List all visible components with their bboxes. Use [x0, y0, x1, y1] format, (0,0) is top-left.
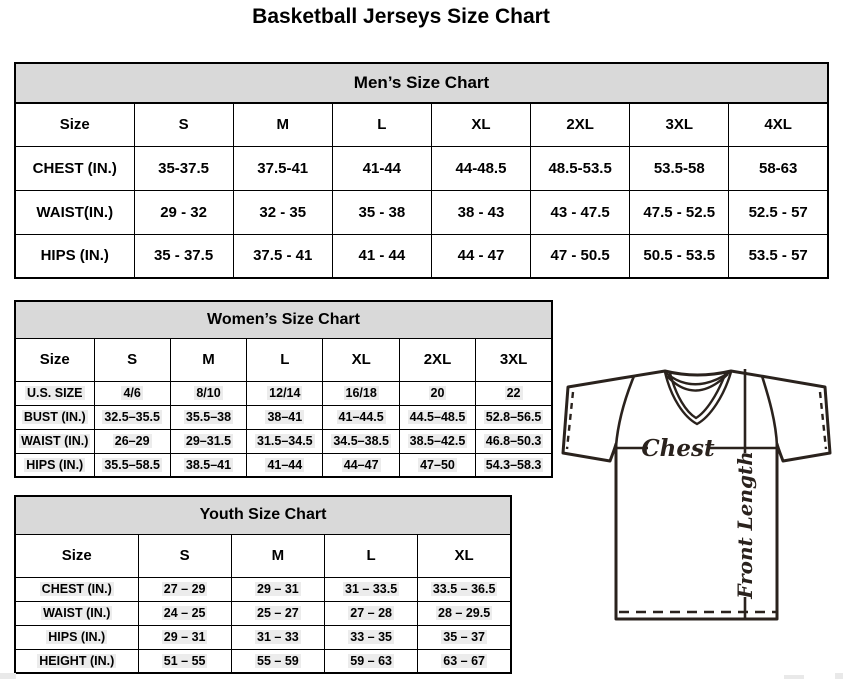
youth-col-header-4: XL: [418, 534, 511, 577]
womens-cell-1-0-text: 32.5–35.5: [104, 410, 160, 424]
womens-col-header-1: S: [94, 338, 170, 381]
mens-col-header-5: 2XL: [531, 103, 630, 146]
youth-row-label-2-text: HIPS (IN.): [48, 630, 106, 644]
womens-col-header-5: 2XL: [399, 338, 475, 381]
jersey-diagram: [556, 356, 840, 626]
womens-col-header-4: XL: [323, 338, 399, 381]
youth-cell-1-3-text: 28 – 29.5: [438, 606, 491, 620]
mens-col-header-0: Size: [15, 103, 134, 146]
womens-cell-1-2-text: 38–41: [267, 410, 303, 424]
womens-cell-0-3: [323, 381, 399, 405]
womens-cell-3-5-text: 54.3–58.3: [485, 457, 542, 472]
mens-cell-0-1: 37.5-41: [233, 146, 332, 190]
womens-cell-2-3: [323, 429, 399, 453]
womens-col-header-3: L: [247, 338, 323, 381]
youth-row-0: [15, 577, 511, 601]
womens-cell-0-1-text: 8/10: [196, 386, 221, 400]
womens-col-header-2: M: [170, 338, 246, 381]
womens-cell-2-3-text: 34.5–38.5: [333, 434, 389, 448]
youth-cell-1-2: [325, 601, 418, 625]
youth-section-header: Youth Size Chart: [15, 496, 511, 534]
womens-cell-1-5: [476, 405, 552, 429]
womens-cell-1-3: [323, 405, 399, 429]
womens-cell-0-5: [476, 381, 552, 405]
womens-cell-0-4: [399, 381, 475, 405]
youth-cell-3-0: [138, 649, 231, 673]
womens-col-header-0: Size: [15, 338, 94, 381]
chest-label: Chest: [641, 435, 715, 462]
mens-cell-1-0: 29 - 32: [134, 190, 233, 234]
youth-col-header-2: M: [231, 534, 324, 577]
womens-cell-0-0-text: 4/6: [123, 386, 141, 400]
mens-cell-2-5: 50.5 - 53.5: [630, 234, 729, 278]
womens-cell-3-0-text: 35.5–58.5: [104, 457, 160, 472]
youth-cell-3-2-text: 59 – 63: [350, 653, 392, 668]
youth-cell-3-3-text: 63 – 67: [443, 653, 485, 668]
mens-cell-2-3: 44 - 47: [431, 234, 530, 278]
youth-row-label-0-text: CHEST (IN.): [41, 582, 112, 596]
mens-size-table: [14, 62, 829, 279]
womens-row-2: [15, 429, 552, 453]
womens-cell-3-4: [399, 453, 475, 477]
mens-cell-1-3: 38 - 43: [431, 190, 530, 234]
youth-row-label-3-text: HEIGHT (IN.): [39, 653, 115, 668]
mens-cell-2-4: 47 - 50.5: [531, 234, 630, 278]
mens-cell-1-2: 35 - 38: [332, 190, 431, 234]
mens-row-label-2: HIPS (IN.): [15, 234, 134, 278]
cutoff-artifact-left: [0, 673, 16, 679]
mens-cell-0-6: 58-63: [729, 146, 828, 190]
youth-row-label-3: [15, 649, 138, 673]
youth-cell-0-1-text: 29 – 31: [257, 582, 299, 596]
cutoff-artifact-mid: [784, 675, 804, 679]
youth-cell-0-2-text: 31 – 33.5: [345, 582, 398, 596]
mens-cell-2-2: 41 - 44: [332, 234, 431, 278]
mens-section-header: Men’s Size Chart: [15, 63, 828, 103]
womens-row-label-0-text: U.S. SIZE: [26, 386, 83, 400]
youth-cell-3-0-text: 51 – 55: [163, 653, 206, 668]
womens-cell-3-2: [247, 453, 323, 477]
womens-cell-2-4-text: 38.5–42.5: [409, 434, 466, 448]
youth-cell-1-1-text: 25 – 27: [257, 606, 299, 620]
cutoff-artifact-right: [835, 673, 843, 679]
mens-cell-0-4: 48.5-53.5: [531, 146, 630, 190]
womens-row-label-2: [15, 429, 94, 453]
womens-cell-0-2: [247, 381, 323, 405]
youth-row-label-2: [15, 625, 138, 649]
womens-row-3: [15, 453, 552, 477]
mens-cell-0-5: 53.5-58: [630, 146, 729, 190]
youth-row-label-1-text: WAIST (IN.): [43, 606, 111, 620]
youth-cell-0-3-text: 33.5 – 36.5: [432, 582, 496, 596]
youth-cell-2-3-text: 35 – 37: [443, 630, 485, 644]
womens-row-label-2-text: WAIST (IN.): [21, 434, 89, 448]
youth-cell-1-1: [231, 601, 324, 625]
youth-cell-0-2: [325, 577, 418, 601]
youth-row-label-0: [15, 577, 138, 601]
mens-cell-0-3: 44-48.5: [431, 146, 530, 190]
womens-cell-2-4: [399, 429, 475, 453]
youth-cell-0-0: [138, 577, 231, 601]
mens-row-label-1: WAIST(IN.): [15, 190, 134, 234]
youth-col-header-0: Size: [15, 534, 138, 577]
womens-row-0: [15, 381, 552, 405]
mens-cell-0-0: 35-37.5: [134, 146, 233, 190]
youth-size-table: [14, 495, 512, 674]
mens-row-label-0: CHEST (IN.): [15, 146, 134, 190]
mens-col-header-3: L: [332, 103, 431, 146]
womens-cell-2-0: [94, 429, 170, 453]
mens-cell-2-6: 53.5 - 57: [729, 234, 828, 278]
womens-cell-3-0: [94, 453, 170, 477]
youth-cell-0-3: [418, 577, 511, 601]
mens-cell-1-4: 43 - 47.5: [531, 190, 630, 234]
youth-cell-2-0-text: 29 – 31: [163, 630, 206, 644]
womens-cell-2-5-text: 46.8–50.3: [485, 434, 542, 448]
womens-cell-1-1: [170, 405, 246, 429]
mens-cell-1-1: 32 - 35: [233, 190, 332, 234]
womens-cell-3-4-text: 47–50: [420, 457, 455, 472]
womens-section-header: Women’s Size Chart: [15, 301, 552, 338]
womens-cell-0-3-text: 16/18: [345, 386, 377, 400]
womens-cell-1-5-text: 52.8–56.5: [485, 410, 542, 424]
youth-cell-2-2-text: 33 – 35: [350, 630, 392, 644]
page-title: Basketball Jerseys Size Chart: [252, 5, 550, 28]
mens-cell-2-0: 35 - 37.5: [134, 234, 233, 278]
womens-cell-3-3-text: 44–47: [343, 457, 379, 472]
youth-cell-2-1: [231, 625, 324, 649]
womens-cell-2-1: [170, 429, 246, 453]
youth-cell-0-1: [231, 577, 324, 601]
womens-size-table: [14, 300, 553, 478]
youth-col-header-3: L: [325, 534, 418, 577]
youth-cell-3-3: [418, 649, 511, 673]
womens-row-label-1-text: BUST (IN.): [23, 410, 86, 424]
mens-col-header-1: S: [134, 103, 233, 146]
womens-cell-2-1-text: 29–31.5: [185, 434, 232, 448]
womens-row-label-1: [15, 405, 94, 429]
youth-row-1: [15, 601, 511, 625]
jersey-outline: [563, 371, 830, 619]
womens-col-header-6: 3XL: [476, 338, 552, 381]
youth-cell-2-1-text: 31 – 33: [257, 630, 299, 644]
youth-row-3: [15, 649, 511, 673]
youth-row-2: [15, 625, 511, 649]
womens-row-label-3: [15, 453, 94, 477]
womens-cell-2-5: [476, 429, 552, 453]
womens-cell-3-1: [170, 453, 246, 477]
jersey-icon: [556, 356, 840, 626]
youth-cell-1-0: [138, 601, 231, 625]
womens-cell-1-2: [247, 405, 323, 429]
mens-row-0: [15, 146, 828, 190]
womens-cell-2-0-text: 26–29: [114, 434, 150, 448]
womens-cell-1-3-text: 41–44.5: [338, 410, 384, 424]
womens-row-label-0: [15, 381, 94, 405]
mens-cell-2-1: 37.5 - 41: [233, 234, 332, 278]
youth-cell-0-0-text: 27 – 29: [163, 582, 206, 596]
womens-cell-3-3: [323, 453, 399, 477]
womens-cell-3-1-text: 38.5–41: [185, 457, 232, 472]
womens-cell-0-4-text: 20: [430, 386, 445, 400]
womens-cell-0-5-text: 22: [506, 386, 521, 400]
mens-cell-0-2: 41-44: [332, 146, 431, 190]
womens-cell-2-2-text: 31.5–34.5: [257, 434, 313, 448]
youth-cell-2-3: [418, 625, 511, 649]
womens-row-1: [15, 405, 552, 429]
mens-col-header-2: M: [233, 103, 332, 146]
womens-cell-1-1-text: 35.5–38: [185, 410, 232, 424]
youth-cell-3-1-text: 55 – 59: [257, 653, 299, 668]
mens-row-1: [15, 190, 828, 234]
womens-cell-1-4: [399, 405, 475, 429]
youth-cell-2-0: [138, 625, 231, 649]
mens-row-2: [15, 234, 828, 278]
womens-cell-0-2-text: 12/14: [269, 386, 301, 400]
youth-cell-1-3: [418, 601, 511, 625]
womens-cell-0-0: [94, 381, 170, 405]
womens-cell-1-0: [94, 405, 170, 429]
youth-cell-1-2-text: 27 – 28: [350, 606, 392, 620]
womens-cell-1-4-text: 44.5–48.5: [409, 410, 466, 424]
youth-cell-2-2: [325, 625, 418, 649]
front-length-label: Front Length: [733, 451, 757, 599]
mens-col-header-6: 3XL: [630, 103, 729, 146]
womens-row-label-3-text: HIPS (IN.): [26, 457, 84, 472]
womens-cell-3-2-text: 41–44: [267, 457, 303, 472]
youth-col-header-1: S: [138, 534, 231, 577]
youth-cell-3-1: [231, 649, 324, 673]
youth-cell-3-2: [325, 649, 418, 673]
mens-col-header-4: XL: [431, 103, 530, 146]
mens-cell-1-5: 47.5 - 52.5: [630, 190, 729, 234]
youth-cell-1-0-text: 24 – 25: [163, 606, 206, 620]
youth-row-label-1: [15, 601, 138, 625]
womens-cell-2-2: [247, 429, 323, 453]
mens-cell-1-6: 52.5 - 57: [729, 190, 828, 234]
womens-cell-0-1: [170, 381, 246, 405]
womens-cell-3-5: [476, 453, 552, 477]
mens-col-header-7: 4XL: [729, 103, 828, 146]
